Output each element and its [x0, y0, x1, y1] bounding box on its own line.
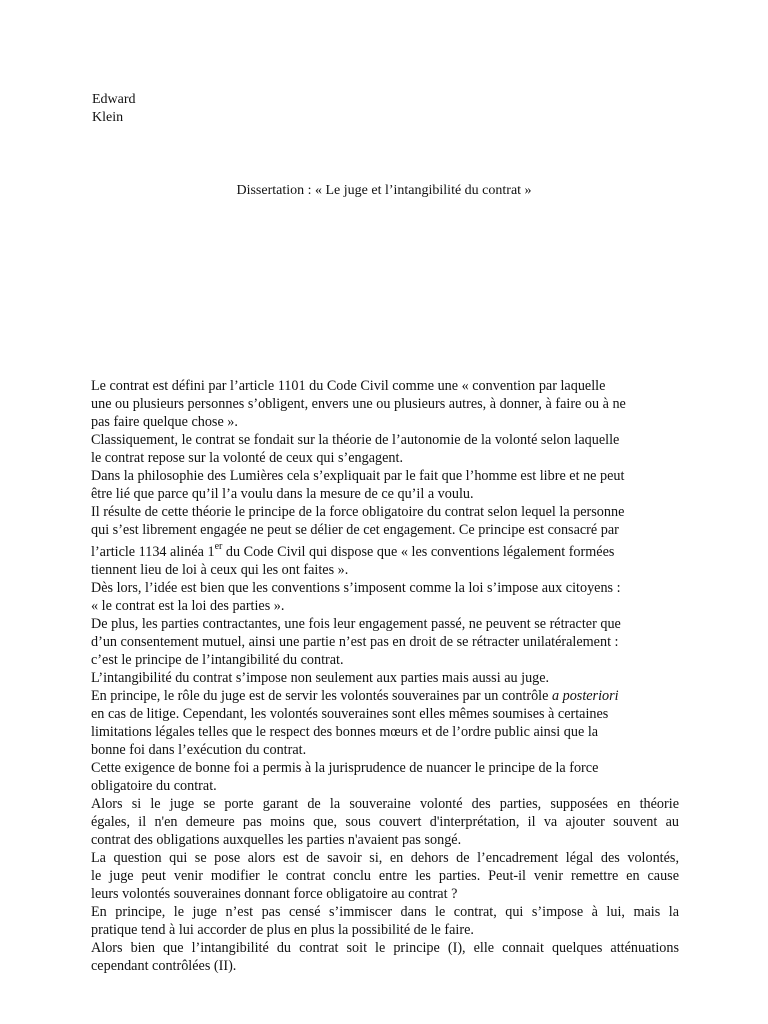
- text-line: le contrat repose sur la volonté de ceux qui s’engagent.: [91, 450, 404, 466]
- text-line: c’est le principe de l’intangibilité du contrat.: [91, 652, 344, 668]
- text-line: le juge peut venir modifier le contrat conclu entre les parties. Peut-il venir remettre en cause: [91, 868, 679, 884]
- paragraph-binding-force: [91, 503, 679, 579]
- text-line: Classiquement, le contrat se fondait sur la théorie de l’autonomie de la volonté selon laquelle: [91, 432, 620, 448]
- text-line: « le contrat est la loi des parties ».: [91, 598, 285, 614]
- text-line: qui s’est librement engagée ne peut se délier de cet engagement. Ce principe est consacré par: [91, 522, 619, 538]
- paragraph-law-of-parties: [91, 579, 679, 615]
- text-line: tiennent lieu de loi à ceux qui les ont faites ».: [91, 562, 349, 578]
- text-line: limitations légales telles que le respect des bonnes mœurs et de l’ordre public ainsi que la: [91, 724, 599, 740]
- author-last-name: Klein: [92, 110, 124, 125]
- author-block: [92, 91, 136, 127]
- text-line: Le contrat est défini par l’article 1101 du Code Civil comme une « convention par laquelle: [91, 378, 606, 394]
- paragraph-intangibility: [91, 615, 679, 669]
- paragraph-enlightenment: [91, 467, 679, 503]
- text-line: L’intangibilité du contrat s’impose non seulement aux parties mais aussi au juge.: [91, 670, 550, 686]
- text-line: pas faire quelque chose ».: [91, 414, 238, 430]
- document-title: Dissertation : « Le juge et l’intangibilité du contrat »: [236, 183, 532, 198]
- text-line: En principe, le juge n’est pas censé s’immiscer dans le contrat, qui s’impose à lui, mais la: [91, 904, 679, 920]
- text-line: d’un consentement mutuel, ainsi une partie n’est pas en droit de se rétracter unilatéralement :: [91, 634, 619, 650]
- text-line-with-italic: [91, 687, 679, 705]
- text-line: Dès lors, l’idée est bien que les conventions s’imposent comme la loi s’impose aux citoyens :: [91, 580, 621, 596]
- text-line: Dans la philosophie des Lumières cela s’expliquait par le fait que l’homme est libre et ne peut: [91, 468, 625, 484]
- article-reference: l’article 1134 alinéa 1: [91, 544, 215, 560]
- text-line: égales, il n'en demeure pas moins que, sous couvert d'interprétation, il va ajouter souvent au: [91, 814, 679, 830]
- italic-term: a posteriori: [551, 688, 619, 704]
- text-line: être lié que parce qu’il l’a voulu dans la mesure de ce qu’il a voulu.: [91, 486, 474, 502]
- text-line: De plus, les parties contractantes, une fois leur engagement passé, ne peuvent se rétracter que: [91, 616, 621, 632]
- paragraph-judge-bound: [91, 669, 679, 687]
- paragraph-judge-role: [91, 687, 679, 759]
- paragraph-classical-theory: [91, 431, 679, 467]
- text-line: leurs volontés souveraines donnant force obligatoire au contrat ?: [91, 886, 458, 902]
- text-line: obligatoire du contrat.: [91, 778, 217, 794]
- author-first-name: Edward: [92, 92, 136, 107]
- superscript-ordinal: er: [214, 541, 223, 553]
- text-segment: En principe, le rôle du juge est de servir les volontés souveraines par un contrôle: [91, 688, 552, 704]
- text-line: La question qui se pose alors est de savoir si, en dehors de l’encadrement légal des volontés,: [91, 850, 679, 866]
- paragraph-principle: [91, 903, 679, 939]
- text-line: Cette exigence de bonne foi a permis à la jurisprudence de nuancer le principe de la force: [91, 760, 599, 776]
- text-line-with-superscript: [91, 543, 679, 561]
- text-line: en cas de litige. Cependant, les volontés souveraines sont elles mêmes soumises à certaines: [91, 706, 609, 722]
- article-quote-start: du Code Civil qui dispose que « les conventions légalement formées: [222, 544, 615, 560]
- paragraph-question: [91, 849, 679, 903]
- text-line: Il résulte de cette théorie le principe de la force obligatoire du contrat selon lequel la personne: [91, 504, 625, 520]
- text-line: une ou plusieurs personnes s’obligent, envers une ou plusieurs autres, à donner, à faire ou à ne: [91, 396, 626, 412]
- paragraph-interpretation: [91, 795, 679, 849]
- text-line: Alors si le juge se porte garant de la souveraine volonté des parties, supposées en théorie: [91, 796, 679, 812]
- paragraph-good-faith: [91, 759, 679, 795]
- paragraph-plan: [91, 939, 679, 975]
- document-body: [91, 377, 679, 975]
- text-line: Alors bien que l’intangibilité du contrat soit le principe (I), elle connait quelques atténuations: [91, 940, 679, 956]
- paragraph-definition: [91, 377, 679, 431]
- text-line: bonne foi dans l’exécution du contrat.: [91, 742, 307, 758]
- text-line: cependant contrôlées (II).: [91, 958, 237, 974]
- text-line: contrat des obligations auxquelles les parties n'avaient pas songé.: [91, 832, 462, 848]
- text-line: pratique tend à lui accorder de plus en plus la possibilité de le faire.: [91, 922, 474, 938]
